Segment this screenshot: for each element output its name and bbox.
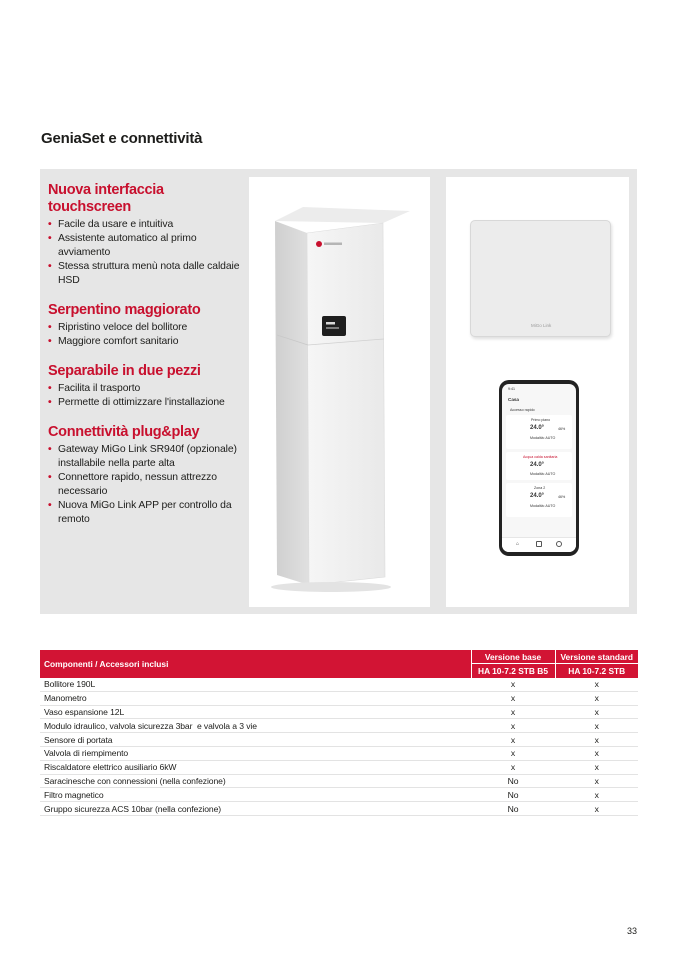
gateway-label: MiGo Link [531, 323, 552, 328]
table-row [40, 746, 638, 760]
component-name: Sensore di portata [40, 733, 471, 747]
zone-temp: 24.0° [530, 425, 545, 431]
standard-value: x [555, 788, 638, 802]
status-time: 9:41 [508, 387, 515, 391]
user-icon [556, 541, 562, 547]
feature-bullet: • Assistente automatico al primo avviamento [48, 232, 248, 260]
table-row [40, 678, 638, 691]
component-name: Modulo idraulico, valvola sicurezza 3bar e valvola a 3 vie [40, 719, 471, 733]
standard-value: x [555, 774, 638, 788]
table-row [40, 705, 638, 719]
connectivity-image [446, 177, 629, 607]
component-name: Vaso espansione 12L [40, 705, 471, 719]
control-display [322, 316, 346, 336]
page-title: GeniaSet e connettività [41, 130, 203, 147]
zone-humidity: 46% [558, 427, 566, 431]
feature-heading: Nuova interfaccia touchscreen [48, 182, 164, 215]
components-table [40, 650, 638, 816]
app-screen [502, 384, 576, 552]
feature-bullet: • Nuova MiGo Link APP per controllo da remoto [48, 499, 248, 527]
standard-value: x [555, 802, 638, 816]
standard-value: x [555, 678, 638, 691]
smartphone [499, 380, 579, 556]
base-value: x [471, 733, 555, 747]
zone-card [506, 415, 572, 449]
table-row [40, 719, 638, 733]
table-row [40, 774, 638, 788]
feature-heading: Connettività plug&play [48, 424, 200, 440]
feature-bullet: • Permette di ottimizzare l'installazione [48, 396, 248, 410]
zone-mode: Modalità: AUTO [530, 504, 556, 508]
zone-name: Zona 2 [534, 486, 546, 490]
base-value: No [471, 774, 555, 788]
standard-value: x [555, 760, 638, 774]
zone-name: Primo piano [531, 418, 551, 422]
feature-bullet: • Ripristino veloce del bollitore [48, 321, 248, 335]
feature-connectivity [48, 424, 248, 527]
base-value: x [471, 746, 555, 760]
app-tab-bar [502, 537, 576, 552]
header-standard-model: HA 10-7.2 STB [555, 664, 638, 679]
feature-heading: Serpentino maggiorato [48, 302, 201, 318]
zone-temp: 24.0° [530, 462, 545, 468]
zone-card [506, 452, 572, 480]
table-row [40, 788, 638, 802]
header-base-model: HA 10-7.2 STB B5 [471, 664, 555, 679]
base-value: x [471, 678, 555, 691]
home-icon: ⌂ [516, 541, 520, 547]
base-value: x [471, 760, 555, 774]
feature-touchscreen [48, 182, 248, 288]
feature-bullet: • Facilita il trasporto [48, 382, 248, 396]
standard-value: x [555, 746, 638, 760]
base-value: No [471, 802, 555, 816]
zone-mode: Modalità: AUTO [530, 472, 556, 476]
table-row [40, 802, 638, 816]
header-standard-version: Versione standard [555, 650, 638, 664]
standard-value: x [555, 705, 638, 719]
zone-mode: Modalità: AUTO [530, 436, 556, 440]
app-menu: Accesso rapido [510, 408, 535, 412]
component-name: Bollitore 190L [40, 678, 471, 691]
feature-panel [40, 169, 637, 614]
feature-bullet: • Gateway MiGo Link SR940f (opzionale) installabile nella parte alta [48, 443, 248, 471]
feature-bullet: • Stessa struttura menù nota dalle caldaie HSD [48, 260, 248, 288]
zone-temp: 24.0° [530, 493, 545, 499]
zone-card [506, 483, 572, 517]
header-component: Componenti / Accessori inclusi [40, 650, 471, 678]
standard-value: x [555, 691, 638, 705]
feature-bullet: • Facile da usare e intuitiva [48, 218, 248, 232]
component-name: Filtro magnetico [40, 788, 471, 802]
app-home-title: Casa [508, 397, 519, 402]
component-name: Manometro [40, 691, 471, 705]
page-number: 33 [627, 926, 638, 936]
zone-humidity: 46% [558, 495, 566, 499]
grid-icon [536, 541, 542, 547]
feature-coil [48, 302, 248, 349]
feature-list [48, 182, 248, 541]
heat-pump-image [249, 177, 430, 607]
feature-bullet: • Connettore rapido, nessun attrezzo necessario [48, 471, 248, 499]
base-value: x [471, 691, 555, 705]
table-row [40, 733, 638, 747]
base-value: No [471, 788, 555, 802]
zone-name: Acqua calda sanitaria [523, 455, 558, 459]
feature-heading: Separabile in due pezzi [48, 363, 201, 379]
base-value: x [471, 705, 555, 719]
heat-pump-illustration [249, 177, 430, 607]
header-base-version: Versione base [471, 650, 555, 664]
component-name: Riscaldatore elettrico ausiliario 6kW [40, 760, 471, 774]
component-name: Saracinesche con connessioni (nella confezione) [40, 774, 471, 788]
feature-bullet: • Maggiore comfort sanitario [48, 335, 248, 349]
table-row [40, 760, 638, 774]
brand-logo-icon [316, 241, 322, 247]
feature-separable [48, 363, 248, 410]
migo-link-gateway [470, 220, 611, 337]
table-row [40, 691, 638, 705]
base-value: x [471, 719, 555, 733]
standard-value: x [555, 719, 638, 733]
component-name: Valvola di riempimento [40, 746, 471, 760]
standard-value: x [555, 733, 638, 747]
component-name: Gruppo sicurezza ACS 10bar (nella confezione) [40, 802, 471, 816]
